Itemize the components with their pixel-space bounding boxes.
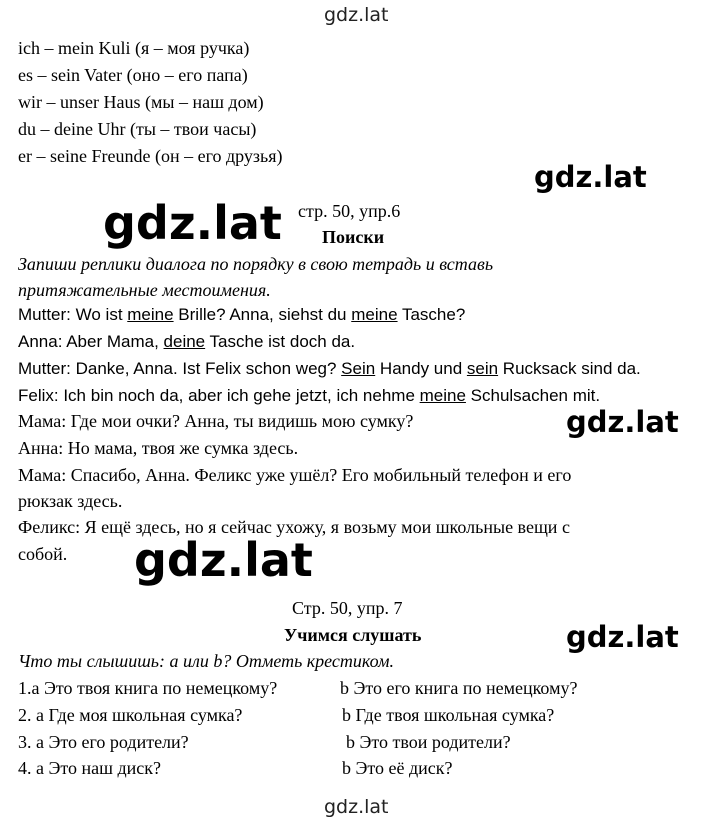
- pronoun-line: du – deine Uhr (ты – твои часы): [18, 119, 257, 139]
- exercise-header: стр. 50, упр.6: [298, 201, 401, 221]
- text: Rucksack sind da.: [498, 359, 641, 378]
- watermark: gdz.lat: [134, 533, 313, 587]
- option-a: 3. a Это его родители?: [18, 732, 189, 752]
- dialogue-line-de: [18, 358, 641, 380]
- option-a: 1.a Это твоя книга по немецкому?: [18, 678, 278, 698]
- text: Felix: Ich bin noch da, aber ich gehe jetzt, ich nehme: [18, 386, 420, 405]
- watermark-bottom: gdz.lat: [324, 796, 389, 818]
- text: Tasche ist doch da.: [205, 332, 356, 351]
- instruction: Что ты слышишь: a или b? Отметь крестиком.: [18, 651, 394, 671]
- dialogue-line-ru: Мама: Где мои очки? Анна, ты видишь мою сумку?: [18, 411, 414, 431]
- dialogue-line-de: [18, 304, 465, 326]
- pronoun-line: es – sein Vater (оно – его папа): [18, 65, 248, 85]
- option-b: b Это твои родители?: [346, 732, 511, 752]
- dialogue-line-ru: Анна: Но мама, твоя же сумка здесь.: [18, 438, 299, 458]
- watermark: gdz.lat: [534, 160, 647, 194]
- possessive-pronoun: meine: [351, 305, 398, 324]
- pronoun-line: er – seine Freunde (он – его друзья): [18, 146, 283, 166]
- text: Anna: Aber Mama,: [18, 332, 164, 351]
- possessive-pronoun: sein: [466, 359, 499, 378]
- pronoun-line: ich – mein Kuli (я – моя ручка): [18, 38, 250, 58]
- exercise-header: Стр. 50, упр. 7: [292, 598, 403, 618]
- option-a: 2. a Где моя школьная сумка?: [18, 705, 243, 725]
- text: Mutter: Danke, Anna. Ist Felix schon weg?: [18, 359, 342, 378]
- watermark: gdz.lat: [566, 405, 679, 439]
- exercise-title: Учимся слушать: [284, 625, 422, 645]
- option-a: 4. a Это наш диск?: [18, 758, 161, 778]
- dialogue-line-de: [18, 385, 600, 407]
- text: Brille? Anna, siehst du: [173, 305, 352, 324]
- possessive-pronoun: Sein: [341, 359, 376, 378]
- pronoun-line: wir – unser Haus (мы – наш дом): [18, 92, 264, 112]
- instruction: Запиши реплики диалога по порядку в свою тетрадь и вставь: [18, 254, 494, 274]
- watermark: gdz.lat: [103, 196, 282, 250]
- dialogue-line-de: [18, 331, 355, 353]
- watermark-top: gdz.lat: [324, 4, 389, 26]
- dialogue-line-ru: Мама: Спасибо, Анна. Феликс уже ушёл? Его мобильный телефон и его: [18, 465, 572, 485]
- possessive-pronoun: meine: [419, 386, 466, 405]
- text: Schulsachen mit.: [465, 386, 601, 405]
- possessive-pronoun: meine: [127, 305, 174, 324]
- option-b: b Это его книга по немецкому?: [340, 678, 578, 698]
- text: Handy und: [375, 359, 467, 378]
- exercise-title: Поиски: [322, 227, 385, 247]
- option-b: b Это её диск?: [342, 758, 453, 778]
- text: Mutter: Wo ist: [18, 305, 128, 324]
- dialogue-line-ru: собой.: [18, 544, 68, 564]
- possessive-pronoun: deine: [163, 332, 206, 351]
- watermark: gdz.lat: [566, 620, 679, 654]
- dialogue-line-ru: Феликс: Я ещё здесь, но я сейчас ухожу, я возьму мои школьные вещи с: [18, 517, 570, 537]
- option-b: b Где твоя школьная сумка?: [342, 705, 555, 725]
- text: Tasche?: [397, 305, 466, 324]
- instruction: притяжательные местоимения.: [18, 280, 271, 300]
- dialogue-line-ru: рюкзак здесь.: [18, 491, 123, 511]
